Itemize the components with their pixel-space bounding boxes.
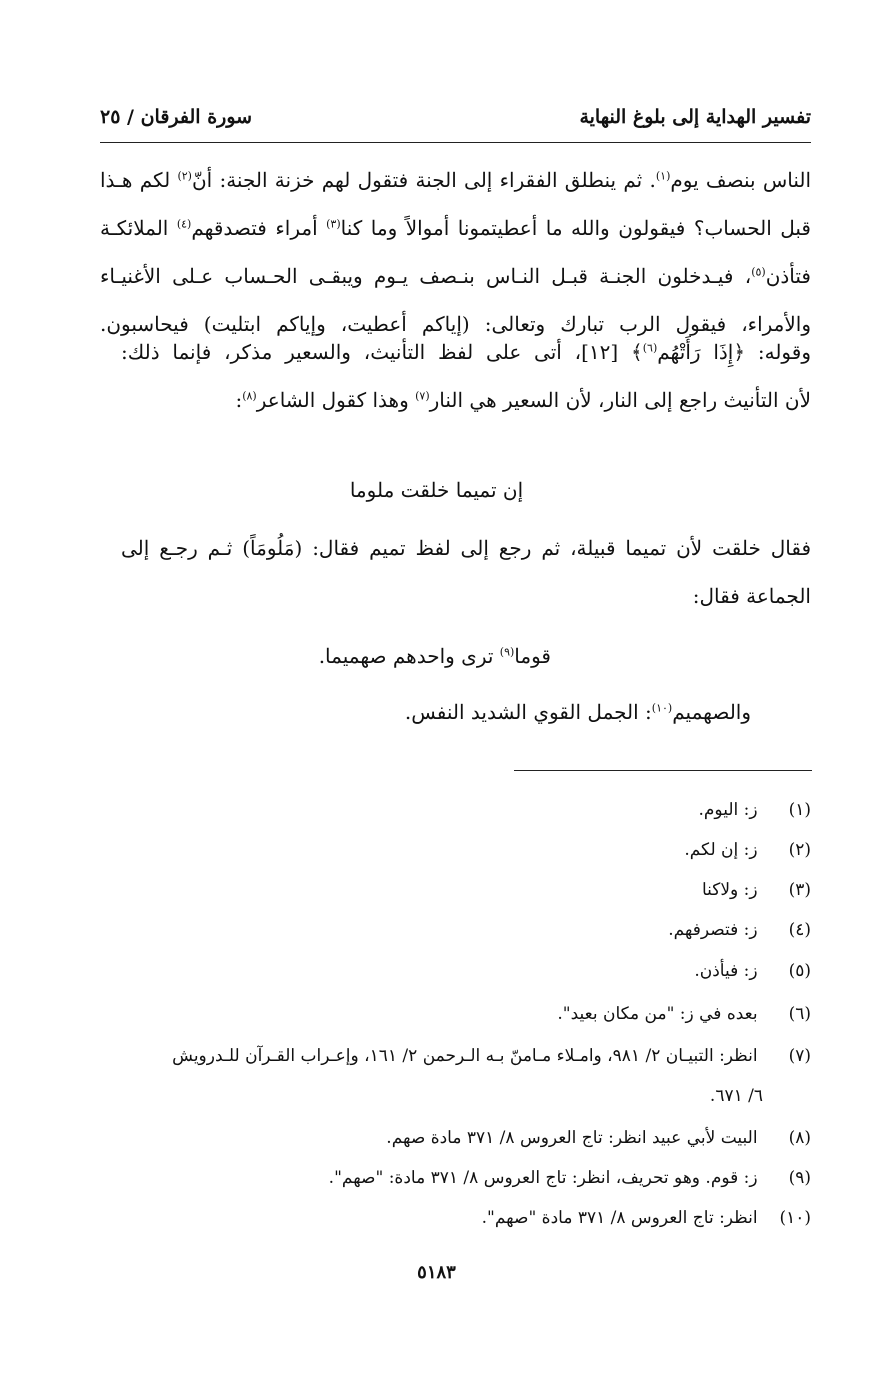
footnote-marker: (٥) <box>751 265 766 279</box>
page-number: ٥١٨٣ <box>417 1262 456 1283</box>
footnote-marker: (٨) <box>242 389 257 403</box>
footnote-item <box>100 880 811 900</box>
footnote-item <box>100 1168 811 1188</box>
running-header <box>100 100 811 134</box>
footnote-text: بعده في ز: "من مكان بعيد". <box>557 1004 758 1024</box>
header-divider <box>100 142 811 143</box>
footnote-number: (٤) <box>788 920 811 940</box>
footnote-item <box>100 800 811 820</box>
footnote-item <box>100 920 811 940</box>
book-title: تفسير الهداية إلى بلوغ النهاية <box>579 106 811 128</box>
footnote-marker: (٧) <box>415 389 430 403</box>
footnote-item <box>100 840 811 860</box>
text-line: الناس بنصف يوم$^{(١)}$. ثم ينطلق الفقراء إلى الجنة فتقول لهم خزنة الجنة: أنّ$^{(٢)}$ لكم هـذا <box>100 168 812 192</box>
footnote-text: ز: فتصرفهم. <box>668 920 758 940</box>
text-line: لأن التأنيث راجع إلى النار، لأن السعير هي النار$^{(٧)}$ وهذا كقول الشاعر$^{(٨)}$: <box>235 388 811 412</box>
footnote-marker: (٦) <box>642 341 658 355</box>
surah-reference: سورة الفرقان / ٢٥ <box>100 106 253 128</box>
footnote-text: ز: إن لكم. <box>684 840 758 860</box>
footnote-item <box>100 961 811 981</box>
footnote-number: (٣) <box>788 880 811 900</box>
footnote-marker: (٢) <box>177 169 192 183</box>
footnote-number: (٩) <box>788 1168 811 1188</box>
footnote-text: ز: فيأذن. <box>694 961 758 981</box>
footnote-text: ز: اليوم. <box>698 800 758 820</box>
footnote-number: (٢) <box>788 840 811 860</box>
footnote-item <box>100 1046 811 1066</box>
poetry-verse: إن تميما خلقت ملوما <box>349 478 524 502</box>
text-line: قبل الحساب؟ فيقولون والله ما أعطيتمونا أموالاً وما كنا$^{(٣)}$ أمراء فتصدقهم$^{(٤)}$ الملائكـة <box>100 216 811 240</box>
footnote-text: انظر: تاج العروس ٨/ ٣٧١ مادة "صهم". <box>481 1208 758 1228</box>
footnote-number: (٨) <box>788 1128 811 1148</box>
text-line: فتأذن$^{(٥)}$، فيـدخلون الجنـة قبـل النـاس بنـصف يـوم ويبقـى الحـساب عـلى الأغنيـاء <box>100 264 811 288</box>
footnote-text: ز: قوم. وهو تحريف، انظر: تاج العروس ٨/ ٣٧١ مادة: "صهم". <box>328 1168 758 1188</box>
footnote-divider <box>514 770 812 771</box>
footnote-number: (١٠) <box>779 1208 811 1228</box>
footnote-marker: (١) <box>655 169 671 183</box>
text-line: وقوله: ﴿إِذَا رَأَتْهُم$^{(٦)}$﴾ [١٢]، أتى على لفظ التأنيث، والسعير مذكر، فإنما ذلك: <box>121 340 811 364</box>
footnote-marker: (٣) <box>326 217 341 231</box>
footnote-text: البيت لأبي عبيد انظر: تاج العروس ٨/ ٣٧١ مادة صهم. <box>386 1128 758 1148</box>
text-line: فقال خلقت لأن تميما قبيلة، ثم رجع إلى لفظ تميم فقال: (مَلُومَاً) ثـم رجـع إلى <box>121 536 812 560</box>
footnote-item <box>100 1208 811 1228</box>
footnote-number: (٧) <box>788 1046 811 1066</box>
footnote-marker: (٩) <box>499 645 515 659</box>
footnote-item <box>100 1004 811 1024</box>
footnote-marker: (٤) <box>176 217 192 231</box>
footnote-text: ز: ولاكنا <box>701 880 758 900</box>
footnote-number: (١) <box>788 800 811 820</box>
text-line: قوما$^{(٩)}$ ترى واحدهم صهميما. <box>318 644 551 668</box>
footnote-item <box>100 1128 811 1148</box>
footnote-number: (٥) <box>788 961 811 981</box>
footnote-continuation: ٦/ ٦٧١. <box>709 1086 763 1106</box>
footnote-number: (٦) <box>788 1004 811 1024</box>
text-line: والصهميم$^{(١٠)}$: الجمل القوي الشديد النفس. <box>404 700 751 724</box>
footnote-text: انظر: التبيـان ٢/ ٩٨١، وامـلاء مـامنّ بـه الـرحمن ٢/ ١٦١، وإعـراب القـرآن للـدرويش <box>172 1046 758 1066</box>
footnote-marker: (١٠) <box>651 701 673 715</box>
text-line: والأمراء، فيقول الرب تبارك وتعالى: (إياكم أعطيت، وإياكم ابتليت) فيحاسبون. <box>100 312 811 336</box>
text-line: الجماعة فقال: <box>692 584 811 608</box>
